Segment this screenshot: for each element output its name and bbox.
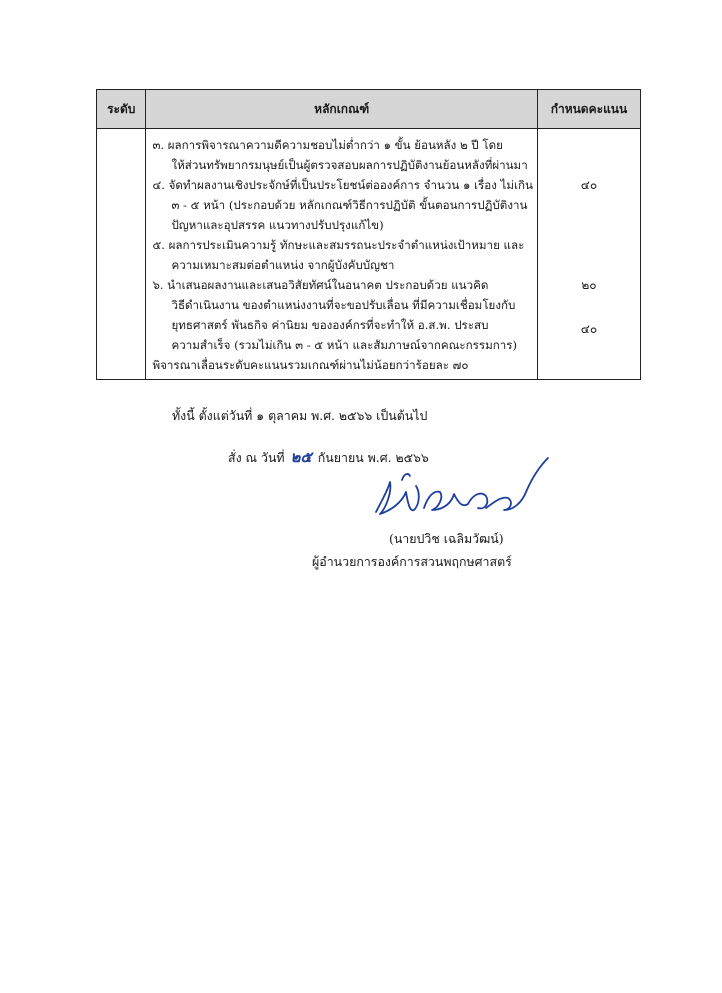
criteria-cell: [146, 129, 537, 380]
criterion-line: วิธีดำเนินงาน ของตำแหน่งงานที่จะขอปรับเลื่อน ที่มีความเชื่อมโยงกับ: [171, 298, 516, 312]
criterion-line: ๓ - ๕ หน้า (ประกอบด้วย หลักเกณฑ์วิธีการปฏิบัติ ขั้นตอนการปฏิบัติงาน: [171, 198, 528, 212]
criterion-line: พิจารณาเลื่อนระดับคะแนนรวมเกณฑ์ผ่านไม่น้อยกว่าร้อยละ ๗๐: [152, 358, 469, 372]
criterion-4: [152, 175, 532, 235]
header-score: กำหนดคะแนน: [537, 90, 640, 129]
criterion-line: ความสำเร็จ (รวมไม่เกิน ๓ - ๕ หน้า และสัมภาษณ์จากคณะกรรมการ): [171, 338, 518, 352]
signer-name: (นายปวิช เฉลิมวัฒน์): [389, 531, 504, 546]
header-level: ระดับ: [97, 90, 146, 129]
order-date-suffix: กันยายน พ.ศ. ๒๕๖๖: [317, 450, 429, 465]
criterion-line: ความเหมาะสมต่อตำแหน่ง จากผู้บังคับบัญชา: [171, 258, 395, 272]
criterion-line: ให้ส่วนทรัพยากรมนุษย์เป็นผู้ตรวจสอบผลการปฏิบัติงานย้อนหลังที่ผ่านมา: [171, 158, 528, 172]
criterion-line: ๓. ผลการพิจารณาความดีความชอบไม่ต่ำกว่า ๑ ขั้น ย้อนหลัง ๒ ปี โดย: [152, 138, 503, 152]
criteria-table: [96, 89, 641, 380]
pass-threshold: [152, 355, 532, 375]
effective-date-line: ทั้งนี้ ตั้งแต่วันที่ ๑ ตุลาคม พ.ศ. ๒๕๖๖ เป็นต้นไป: [172, 408, 428, 423]
criterion-line: ยุทธศาสตร์ พันธกิจ ค่านิยม ขององค์กรที่จะทำให้ อ.ส.พ. ประสบ: [171, 318, 489, 332]
table-header-row: [97, 90, 641, 129]
order-date-day: ๒๕: [290, 448, 312, 466]
score-criterion-4: ๔๐: [580, 178, 598, 192]
criterion-line: ๔. จัดทำผลงานเชิงประจักษ์ที่เป็นประโยชน์ต่อองค์การ จำนวน ๑ เรื่อง ไม่เกิน: [152, 178, 533, 192]
criterion-line: ปัญหาและอุปสรรค แนวทางปรับปรุงแก้ไข): [171, 218, 384, 232]
signer-title: ผู้อำนวยการองค์การสวนพฤกษศาสตร์: [312, 554, 512, 569]
criterion-6: [152, 275, 532, 355]
table-row: [97, 129, 641, 380]
level-cell: [97, 129, 146, 380]
signature-icon: [368, 452, 556, 530]
criterion-line: ๕. ผลการประเมินความรู้ ทักษะและสมรรถนะประจำตำแหน่งเป้าหมาย และ: [152, 238, 525, 252]
criterion-3: [152, 135, 532, 175]
order-date-prefix: สั่ง ณ วันที่: [228, 450, 285, 465]
score-cell: [537, 129, 640, 380]
criterion-line: ๖. นำเสนอผลงานและเสนอวิสัยทัศน์ในอนาคต ประกอบด้วย แนวคิด: [152, 278, 489, 292]
criterion-5: [152, 235, 532, 275]
header-criteria: หลักเกณฑ์: [146, 90, 537, 129]
score-criterion-5: ๒๐: [581, 278, 597, 292]
score-criterion-6: ๔๐: [580, 322, 598, 336]
